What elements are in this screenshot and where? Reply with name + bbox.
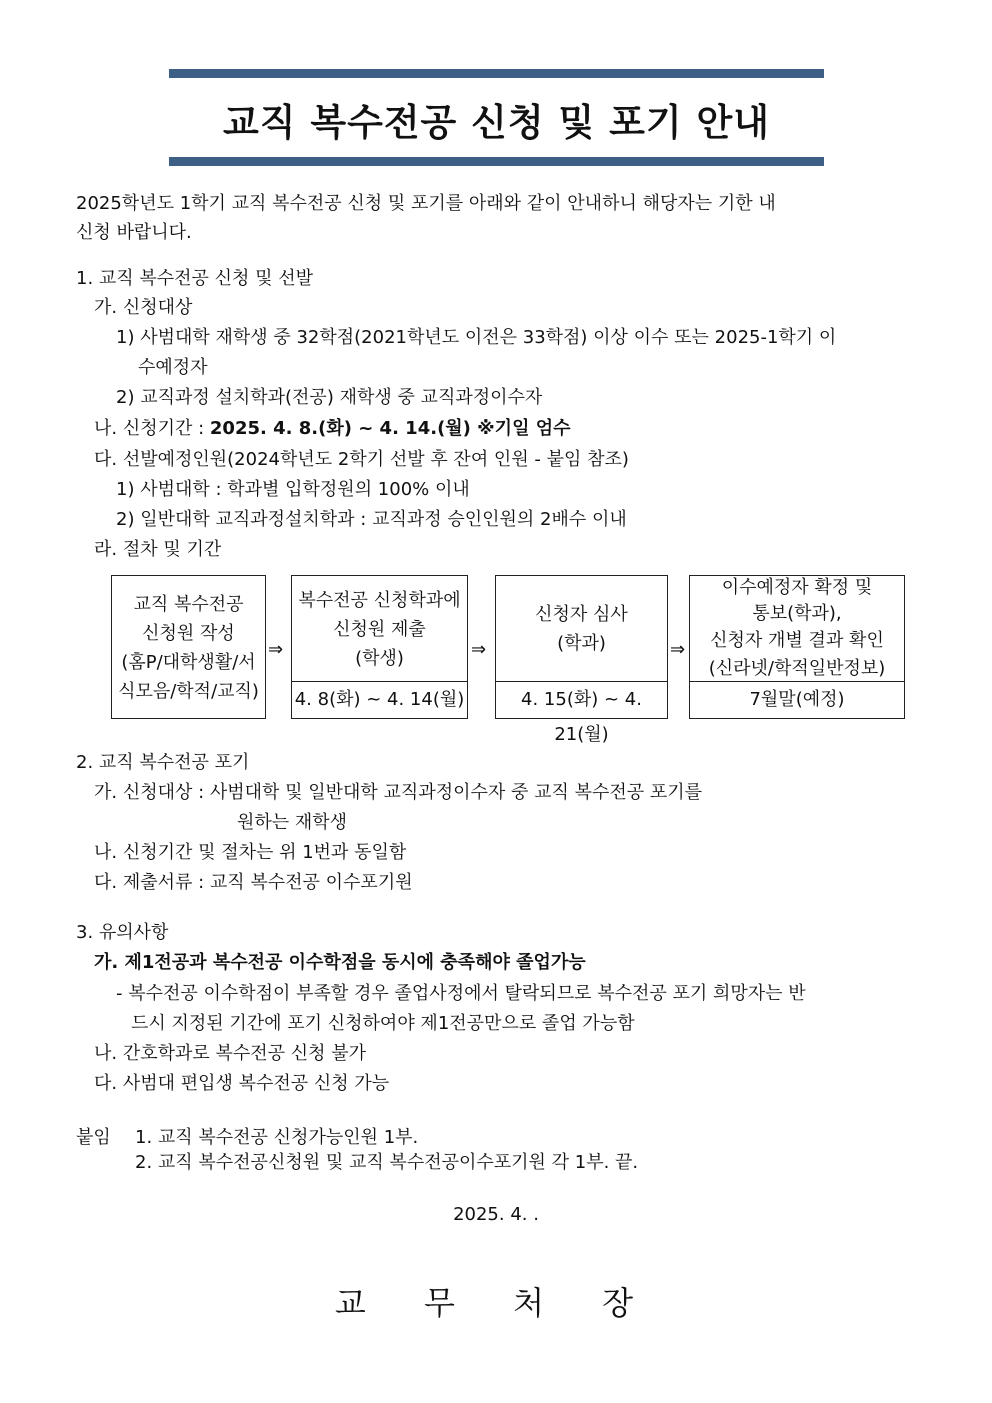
- section-1-da-1: 1) 사범대학 : 학과별 입학정원의 100% 이내: [116, 479, 470, 500]
- section-1-heading: 1. 교직 복수전공 신청 및 선발: [76, 268, 314, 289]
- flow-step-4: [689, 575, 905, 719]
- section-1-ra: 라. 절차 및 기간: [94, 539, 222, 560]
- signature: 교 무 처 장: [334, 1284, 658, 1322]
- flow-arrow-3: ⇒: [670, 639, 686, 660]
- section-2-na: 나. 신청기간 및 절차는 위 1번과 동일함: [94, 842, 407, 863]
- flow-step-3-period: 4. 15(화) ~ 4. 21(월): [496, 681, 667, 718]
- flow-step-2-line-1: 복수전공 신청학과에: [298, 590, 461, 611]
- flow-step-2-line-3: (학생): [355, 648, 404, 669]
- document-date: 2025. 4. .: [453, 1204, 539, 1225]
- application-period-label: 나. 신청기간 :: [94, 418, 205, 439]
- section-3-heading: 3. 유의사항: [76, 922, 169, 943]
- flow-step-4-line-2: 통보(학과),: [752, 603, 842, 624]
- section-2-ga-b: 원하는 재학생: [237, 812, 348, 833]
- flow-step-1-line-3: (홈P/대학생활/서: [121, 652, 256, 673]
- section-2-heading: 2. 교직 복수전공 포기: [76, 752, 250, 773]
- flow-arrow-1: ⇒: [268, 639, 284, 660]
- section-1-ga: 가. 신청대상: [94, 297, 193, 318]
- section-3-na: 나. 간호학과로 복수전공 신청 불가: [94, 1043, 367, 1064]
- section-1-da-2: 2) 일반대학 교직과정설치학과 : 교직과정 승인인원의 2배수 이내: [116, 509, 627, 530]
- flow-step-2: [291, 575, 468, 719]
- intro-line-2: 신청 바랍니다.: [76, 222, 192, 243]
- section-3-ga: 가. 제1전공과 복수전공 이수학점을 동시에 충족해야 졸업가능: [94, 952, 586, 973]
- title-top-rule: [169, 69, 824, 78]
- flow-step-3-line-1: 신청자 심사: [535, 604, 628, 625]
- flow-step-1-line-4: 식모음/학적/교직): [118, 681, 259, 702]
- flow-step-2-period: 4. 8(화) ~ 4. 14(월): [292, 681, 467, 718]
- intro-line-1: 2025학년도 1학기 교직 복수전공 신청 및 포기를 아래와 같이 안내하니 해당자는 기한 내: [76, 193, 776, 214]
- section-3-dash-a: - 복수전공 이수학점이 부족할 경우 졸업사정에서 탈락되므로 복수전공 포기 희망자는 반: [116, 983, 806, 1004]
- attachment-label: 붙임: [76, 1127, 111, 1148]
- title-bottom-rule: [169, 157, 824, 166]
- attachment-item-1: 1. 교직 복수전공 신청가능인원 1부.: [135, 1127, 419, 1148]
- application-period-value: 2025. 4. 8.(화) ~ 4. 14.(월) ※기일 엄수: [209, 418, 571, 439]
- flow-step-2-line-2: 신청원 제출: [333, 619, 426, 640]
- flow-step-4-line-3: 신청자 개별 결과 확인: [710, 630, 884, 651]
- flow-step-4-period: 7월말(예정): [690, 681, 904, 718]
- section-1-ga-2: 2) 교직과정 설치학과(전공) 재학생 중 교직과정이수자: [116, 387, 543, 408]
- section-3-dash-b: 드시 지정된 기간에 포기 신청하여야 제1전공만으로 졸업 가능함: [131, 1013, 635, 1034]
- section-2-ga-a: 가. 신청대상 : 사범대학 및 일반대학 교직과정이수자 중 교직 복수전공 포기를: [94, 782, 703, 803]
- flow-step-1-line-1: 교직 복수전공: [133, 594, 244, 615]
- section-1-na: [94, 418, 571, 440]
- flow-step-1-line-2: 신청원 작성: [142, 623, 235, 644]
- flow-step-4-line-4: (신라넷/학적일반정보): [708, 658, 886, 679]
- flow-step-3-line-2: (학과): [557, 633, 606, 654]
- section-3-da: 다. 사범대 편입생 복수전공 신청 가능: [94, 1073, 390, 1094]
- flow-arrow-2: ⇒: [471, 639, 487, 660]
- section-1-ga-1b: 수예정자: [138, 357, 208, 378]
- flow-step-1: [111, 575, 266, 719]
- attachment-item-2: 2. 교직 복수전공신청원 및 교직 복수전공이수포기원 각 1부. 끝.: [135, 1152, 639, 1173]
- section-1-ga-1a: 1) 사범대학 재학생 중 32학점(2021학년도 이전은 33학점) 이상 이수 또는 2025-1학기 이: [116, 327, 837, 348]
- page-title: 교직 복수전공 신청 및 포기 안내: [222, 101, 771, 144]
- section-2-da: 다. 제출서류 : 교직 복수전공 이수포기원: [94, 872, 413, 893]
- flow-step-4-line-1: 이수예정자 확정 및: [721, 577, 873, 598]
- flow-step-3: [495, 575, 668, 745]
- section-1-da: 다. 선발예정인원(2024학년도 2학기 선발 후 잔여 인원 - 붙임 참조): [94, 449, 629, 470]
